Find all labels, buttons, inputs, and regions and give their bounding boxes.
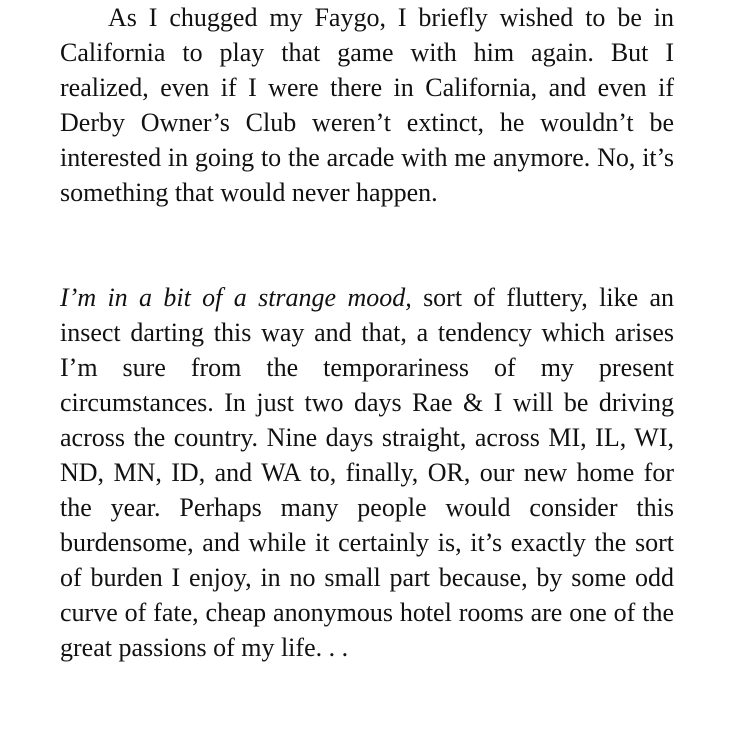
paragraph-body-text: sort of fluttery, like an insect darting this way and that, a tendency which arises I’m sure from the temporariness of my present circumstances. In just two days Rae & I will be driving across the country. Nine days straight, across MI, IL, WI, ND, MN, ID, and WA to, finally, OR, our new home for the year. Perhaps many people would consider this burdensome, and while it certainly is, it’s exactly the sort of burden I enjoy, in no small part because, by some odd curve of fate, cheap anonymous hotel rooms are one of the great passions of my life. . . (60, 283, 674, 662)
paragraph-strange-mood (60, 280, 674, 665)
paragraph-faygo: As I chugged my Faygo, I briefly wished to be in California to play that game with him again. But I realized, even if I were there in California, and even if Derby Owner’s Club weren’t extinct, he wouldn’t be interested in going to the arcade with me anymore. No, it’s something that would never happen. (60, 3, 674, 207)
document-page (60, 0, 674, 665)
paragraph-lead-italic: I’m in a bit of a strange mood, (60, 283, 412, 312)
